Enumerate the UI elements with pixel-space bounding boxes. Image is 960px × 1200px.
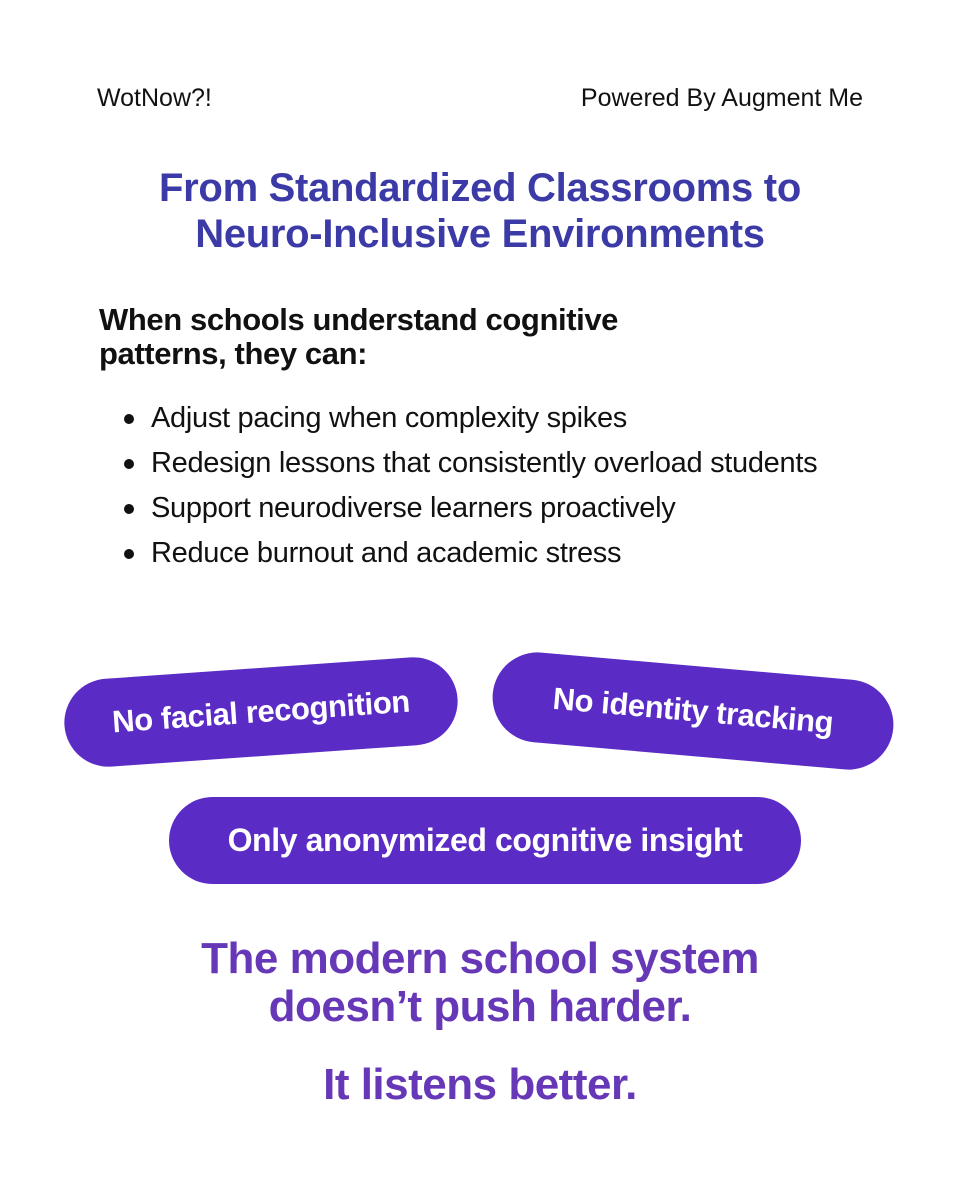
powered-by-label: Powered By Augment Me [580, 84, 863, 112]
page-title-line-2: Neuro-Inclusive Environments [195, 212, 765, 256]
list-item-text: Support neurodiverse learners proactively [151, 492, 676, 524]
no-identity-tracking-label: No identity tracking [551, 680, 835, 741]
intro-heading-line-1: When schools understand cognitive [99, 302, 619, 337]
closing-statement [0, 935, 960, 1031]
no-facial-recognition-label: No facial recognition [110, 683, 411, 740]
anonymized-insight-pill [169, 797, 801, 884]
list-item [120, 488, 817, 533]
closing-line-1: The modern school system [201, 934, 759, 983]
list-item-text: Reduce burnout and academic stress [151, 537, 622, 569]
bullet-dot-icon [124, 549, 134, 559]
brand-name: WotNow?! [97, 84, 212, 112]
bullet-dot-icon [124, 459, 134, 469]
list-item [120, 398, 817, 443]
benefits-list [120, 398, 817, 578]
no-facial-recognition-pill [61, 654, 460, 769]
page-title-line-1: From Standardized Classrooms to [159, 166, 801, 210]
intro-heading [99, 303, 739, 371]
closing-line-2: doesn’t push harder. [268, 982, 692, 1031]
list-item [120, 443, 817, 488]
closing-tagline: It listens better. [323, 1060, 637, 1109]
page-title [0, 165, 960, 257]
anonymized-insight-label: Only anonymized cognitive insight [227, 822, 743, 858]
intro-heading-line-2: patterns, they can: [99, 336, 368, 371]
list-item [120, 533, 817, 578]
bullet-dot-icon [124, 414, 134, 424]
no-identity-tracking-pill [489, 649, 897, 774]
list-item-text: Adjust pacing when complexity spikes [151, 402, 627, 434]
list-item-text: Redesign lessons that consistently overload students [151, 447, 818, 479]
bullet-dot-icon [124, 504, 134, 514]
